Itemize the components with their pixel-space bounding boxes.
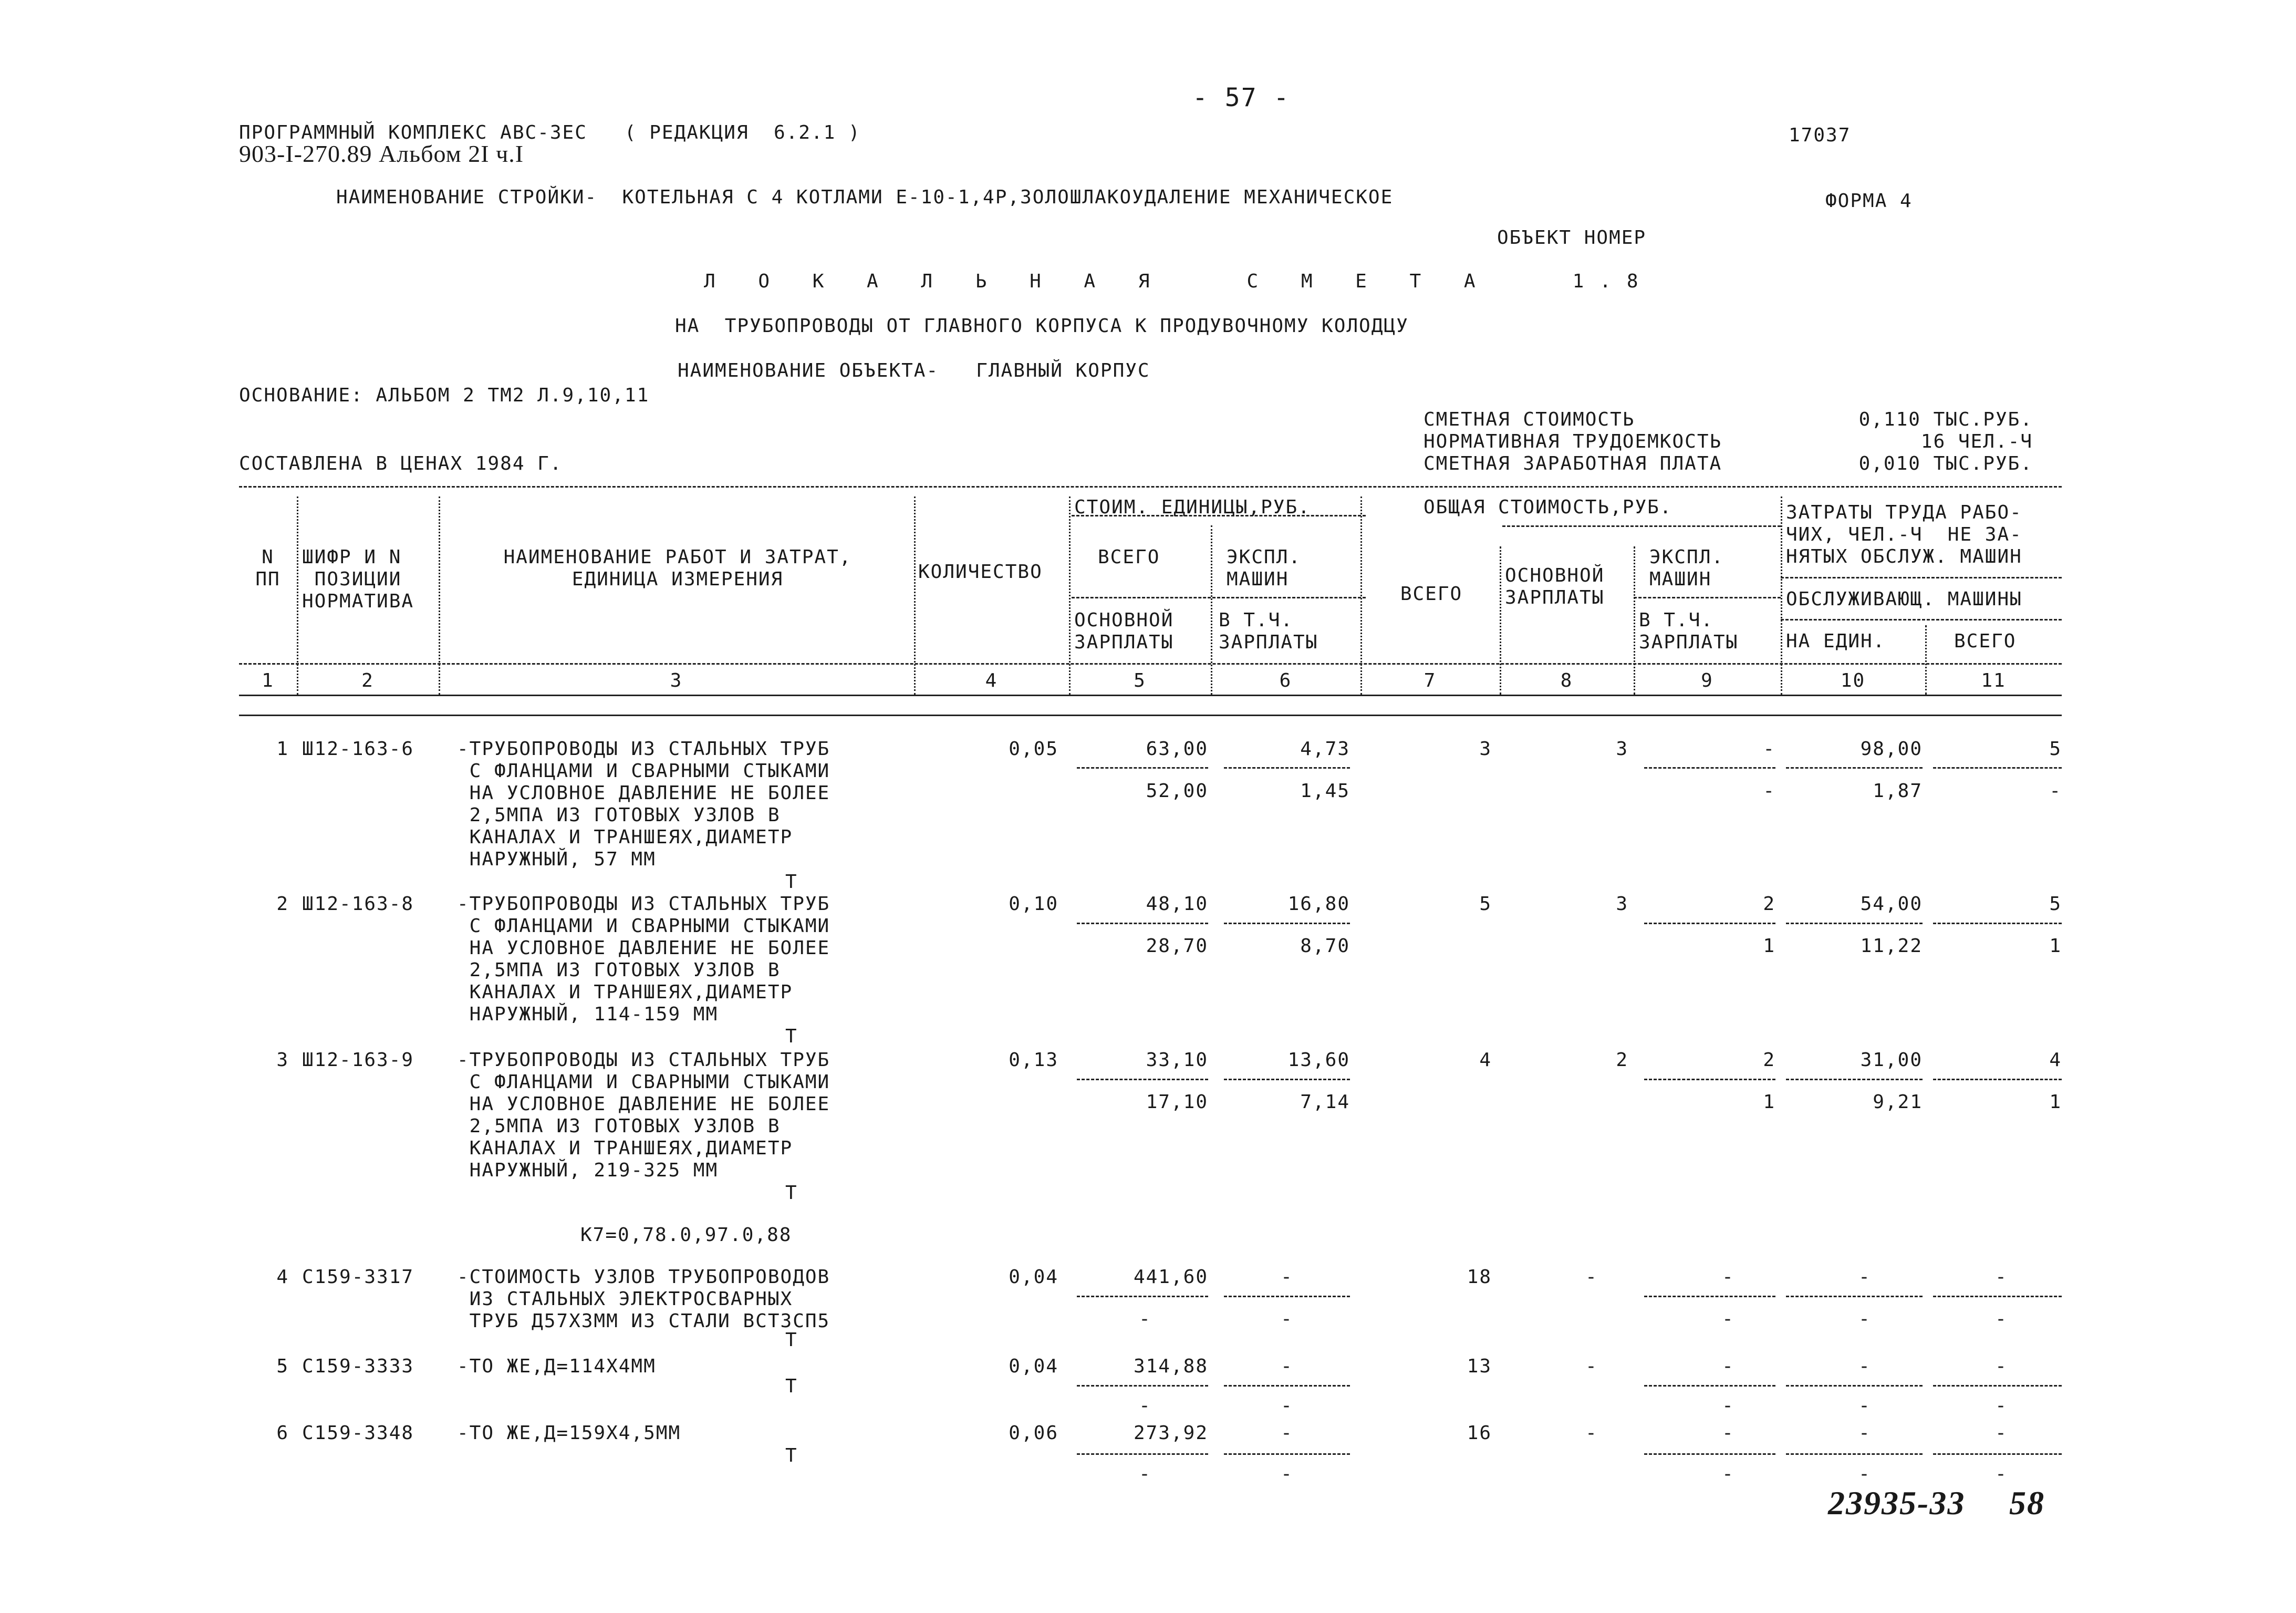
row-c9b: 1 bbox=[1763, 935, 1775, 957]
row-c11b: - bbox=[1995, 1395, 2008, 1416]
row-c6b: 7,14 bbox=[1300, 1091, 1350, 1113]
col-number: 9 bbox=[1701, 670, 1713, 691]
row-qty: 0,10 bbox=[1009, 893, 1058, 915]
unit-cost-sub-rule bbox=[1072, 597, 1366, 598]
object-name: НАИМЕНОВАНИЕ ОБЪЕКТА- ГЛАВНЫЙ КОРПУС bbox=[678, 360, 1150, 381]
row-c10: 54,00 bbox=[1860, 893, 1923, 915]
row-c8: 2 bbox=[1616, 1049, 1628, 1071]
header-code: ШИФР И N ПОЗИЦИИ НОРМАТИВА bbox=[302, 546, 414, 612]
row-qty: 0,04 bbox=[1009, 1356, 1058, 1377]
row-c9: - bbox=[1722, 1422, 1734, 1444]
row-description: -ТРУБОПРОВОДЫ ИЗ СТАЛЬНЫХ ТРУБ С ФЛАНЦАМИ И СВАРНЫМИ СТЫКАМИ НА УСЛОВНОЕ ДАВЛЕНИЕ НЕ БОЛЕЕ 2,5МПА ИЗ ГОТОВЫХ УЗЛОВ В КАНАЛАХ И ТРАНШЕЯХ,ДИАМЕТР НАРУЖНЫЙ, 219-325 ММ bbox=[457, 1049, 830, 1181]
header-unit-total: ВСЕГО bbox=[1098, 546, 1160, 568]
row-c10: - bbox=[1858, 1356, 1871, 1377]
col-number: 4 bbox=[985, 670, 998, 691]
row-c10: 98,00 bbox=[1860, 738, 1923, 760]
row-c5: 273,92 bbox=[1133, 1422, 1208, 1444]
row-code: Ш12-163-9 bbox=[302, 1049, 414, 1071]
row-c5b: - bbox=[1139, 1395, 1151, 1416]
estimate-title: Л О К А Л Ь Н А Я С М Е Т А 1.8 bbox=[704, 271, 1654, 292]
coefficient-note: К7=0,78.0,97.0,88 bbox=[580, 1224, 792, 1246]
header-total-all: ВСЕГО bbox=[1400, 583, 1463, 605]
row-c8: - bbox=[1585, 1422, 1598, 1444]
row-unit: Т bbox=[785, 1329, 798, 1351]
col-divider bbox=[439, 497, 440, 695]
row-c9: 2 bbox=[1763, 1049, 1775, 1071]
row-code: С159-3348 bbox=[302, 1422, 414, 1444]
row-n: 3 bbox=[276, 1049, 289, 1071]
summary-label-cost: СМЕТНАЯ СТОИМОСТЬ bbox=[1424, 409, 1635, 430]
summary-label-labor: НОРМАТИВНАЯ ТРУДОЕМКОСТЬ bbox=[1424, 431, 1722, 452]
row-c11: - bbox=[1995, 1266, 2008, 1288]
col-number: 2 bbox=[361, 670, 374, 691]
row-unit: Т bbox=[785, 1445, 798, 1466]
col-number: 3 bbox=[670, 670, 683, 691]
row-code: С159-3333 bbox=[302, 1356, 414, 1377]
footer-stamp-number: 23935-33 bbox=[1828, 1484, 1966, 1522]
col-number: 6 bbox=[1279, 670, 1292, 691]
header-total-incl: В Т.Ч. ЗАРПЛАТЫ bbox=[1639, 609, 1739, 653]
row-c8: - bbox=[1585, 1266, 1598, 1288]
row-code: Ш12-163-6 bbox=[302, 738, 414, 760]
header-unit-mach: ЭКСПЛ. МАШИН bbox=[1227, 546, 1302, 590]
row-c6: - bbox=[1281, 1266, 1293, 1288]
row-c9b: - bbox=[1763, 780, 1775, 802]
row-c11b: 1 bbox=[2049, 935, 2062, 957]
row-c11: 5 bbox=[2049, 893, 2062, 915]
row-c6: - bbox=[1281, 1356, 1293, 1377]
col-number: 7 bbox=[1424, 670, 1437, 691]
header-unit-wage: ОСНОВНОЙ ЗАРПЛАТЫ bbox=[1074, 609, 1174, 653]
col-divider bbox=[297, 497, 298, 695]
row-c11b: - bbox=[1995, 1463, 2008, 1485]
row-c10: - bbox=[1858, 1266, 1871, 1288]
row-c9b: 1 bbox=[1763, 1091, 1775, 1113]
row-c11: 4 bbox=[2049, 1049, 2062, 1071]
form-number: ФОРМА 4 bbox=[1825, 190, 1913, 212]
row-c11b: - bbox=[2049, 780, 2062, 802]
row-c6b: 1,45 bbox=[1300, 780, 1350, 802]
row-c6b: - bbox=[1281, 1395, 1293, 1416]
col-number: 1 bbox=[262, 670, 274, 691]
row-c10b: - bbox=[1858, 1308, 1871, 1330]
row-c6: 4,73 bbox=[1300, 738, 1350, 760]
header-labor-serv: ОБСЛУЖИВАЮЩ. МАШИНЫ bbox=[1786, 588, 2022, 610]
col-divider bbox=[1360, 497, 1362, 695]
row-qty: 0,04 bbox=[1009, 1266, 1058, 1288]
row-c5: 63,00 bbox=[1146, 738, 1208, 760]
construction-name: НАИМЕНОВАНИЕ СТРОЙКИ- КОТЕЛЬНАЯ С 4 КОТЛАМИ Е-10-1,4Р,ЗОЛОШЛАКОУДАЛЕНИЕ МЕХАНИЧЕСКОЕ bbox=[336, 187, 1394, 208]
row-c9: - bbox=[1722, 1266, 1734, 1288]
row-c9b: - bbox=[1722, 1463, 1734, 1485]
row-c5: 441,60 bbox=[1133, 1266, 1208, 1288]
row-qty: 0,06 bbox=[1009, 1422, 1058, 1444]
object-number: ОБЪЕКТ НОМЕР bbox=[1497, 227, 1647, 249]
row-c10: - bbox=[1858, 1422, 1871, 1444]
row-c10b: 11,22 bbox=[1860, 935, 1923, 957]
row-c10b: 1,87 bbox=[1873, 780, 1923, 802]
row-code: С159-3317 bbox=[302, 1266, 414, 1288]
row-c8: 3 bbox=[1616, 893, 1628, 915]
row-c5: 48,10 bbox=[1146, 893, 1208, 915]
row-n: 5 bbox=[276, 1356, 289, 1377]
row-unit: Т bbox=[785, 1182, 798, 1204]
doc-code: 17037 bbox=[1789, 125, 1851, 146]
row-c9: - bbox=[1722, 1356, 1734, 1377]
row-description: -СТОИМОСТЬ УЗЛОВ ТРУБОПРОВОДОВ ИЗ СТАЛЬНЫХ ЭЛЕКТРОСВАРНЫХ ТРУБ Д57Х3ММ ИЗ СТАЛИ ВСТ3СП5 bbox=[457, 1266, 830, 1332]
row-c6b: - bbox=[1281, 1308, 1293, 1330]
row-c5b: 28,70 bbox=[1146, 935, 1208, 957]
row-qty: 0,13 bbox=[1009, 1049, 1058, 1071]
row-unit: Т bbox=[785, 1026, 798, 1047]
row-n: 1 bbox=[276, 738, 289, 760]
total-cost-rule bbox=[1502, 525, 1781, 527]
row-c6: - bbox=[1281, 1422, 1293, 1444]
colnum-bottom-rule bbox=[239, 695, 2062, 696]
header-total-cost: ОБЩАЯ СТОИМОСТЬ,РУБ. bbox=[1424, 497, 1672, 518]
header-name: НАИМЕНОВАНИЕ РАБОТ И ЗАТРАТ, ЕДИНИЦА ИЗМЕРЕНИЯ bbox=[503, 546, 852, 590]
row-c11b: - bbox=[1995, 1308, 2008, 1330]
row-unit: Т bbox=[785, 1376, 798, 1397]
row-n: 6 bbox=[276, 1422, 289, 1444]
header-total-wage: ОСНОВНОЙ ЗАРПЛАТЫ bbox=[1505, 565, 1605, 608]
row-n: 2 bbox=[276, 893, 289, 915]
row-c11: - bbox=[1995, 1356, 2008, 1377]
header-qty: КОЛИЧЕСТВО bbox=[918, 561, 1043, 583]
row-c7: 16 bbox=[1467, 1422, 1492, 1444]
footer-page-number: 58 bbox=[2009, 1484, 2045, 1522]
header-unit-cost: СТОИМ. ЕДИНИЦЫ,РУБ. bbox=[1074, 497, 1311, 518]
row-code: Ш12-163-8 bbox=[302, 893, 414, 915]
summary-value-wage: 0,010 ТЫС.РУБ. bbox=[1858, 453, 2033, 474]
row-c10b: - bbox=[1858, 1463, 1871, 1485]
row-c5b: - bbox=[1139, 1463, 1151, 1485]
summary-value-cost: 0,110 ТЫС.РУБ. bbox=[1858, 409, 2033, 430]
header-unit-incl: В Т.Ч. ЗАРПЛАТЫ bbox=[1219, 609, 1318, 653]
table-top-rule bbox=[239, 486, 2062, 488]
estimate-subject: НА ТРУБОПРОВОДЫ ОТ ГЛАВНОГО КОРПУСА К ПРОДУВОЧНОМУ КОЛОДЦУ bbox=[675, 315, 1409, 337]
col-divider bbox=[1069, 497, 1071, 695]
row-c5: 314,88 bbox=[1133, 1356, 1208, 1377]
total-mach-rule bbox=[1634, 597, 1781, 598]
row-c9b: - bbox=[1722, 1308, 1734, 1330]
labor-rule-1 bbox=[1781, 577, 2062, 578]
row-c7: 5 bbox=[1479, 893, 1492, 915]
row-c9: - bbox=[1763, 738, 1775, 760]
row-c5b: 17,10 bbox=[1146, 1091, 1208, 1113]
row-description: -ТРУБОПРОВОДЫ ИЗ СТАЛЬНЫХ ТРУБ С ФЛАНЦАМИ И СВАРНЫМИ СТЫКАМИ НА УСЛОВНОЕ ДАВЛЕНИЕ НЕ БОЛЕЕ 2,5МПА ИЗ ГОТОВЫХ УЗЛОВ В КАНАЛАХ И ТРАНШЕЯХ,ДИАМЕТР НАРУЖНЫЙ, 114-159 ММ bbox=[457, 893, 830, 1025]
header-labor-unit: НА ЕДИН. bbox=[1786, 630, 1886, 652]
row-c6b: 8,70 bbox=[1300, 935, 1350, 957]
basis: ОСНОВАНИЕ: АЛЬБОМ 2 ТМ2 Л.9,10,11 bbox=[239, 385, 650, 406]
row-c7: 13 bbox=[1467, 1356, 1492, 1377]
row-c11: 5 bbox=[2049, 738, 2062, 760]
col-number: 10 bbox=[1840, 670, 1866, 691]
header-total-mach: ЭКСПЛ. МАШИН bbox=[1649, 546, 1724, 590]
row-c7: 3 bbox=[1479, 738, 1492, 760]
row-c5b: - bbox=[1139, 1308, 1151, 1330]
col-divider bbox=[1781, 497, 1782, 695]
row-c6b: - bbox=[1281, 1463, 1293, 1485]
header-labor: ЗАТРАТЫ ТРУДА РАБО- ЧИХ, ЧЕЛ.-Ч НЕ ЗА- НЯТЫХ ОБСЛУЖ. МАШИН bbox=[1786, 502, 2022, 567]
row-description: -ТРУБОПРОВОДЫ ИЗ СТАЛЬНЫХ ТРУБ С ФЛАНЦАМИ И СВАРНЫМИ СТЫКАМИ НА УСЛОВНОЕ ДАВЛЕНИЕ НЕ БОЛЕЕ 2,5МПА ИЗ ГОТОВЫХ УЗЛОВ В КАНАЛАХ И ТРАНШЕЯХ,ДИАМЕТР НАРУЖНЫЙ, 57 ММ bbox=[457, 738, 830, 870]
col-divider bbox=[1211, 525, 1212, 695]
row-c11: - bbox=[1995, 1422, 2008, 1444]
row-c8: - bbox=[1585, 1356, 1598, 1377]
row-c9b: - bbox=[1722, 1395, 1734, 1416]
row-c9: 2 bbox=[1763, 893, 1775, 915]
row-c7: 18 bbox=[1467, 1266, 1492, 1288]
col-number: 5 bbox=[1134, 670, 1146, 691]
col-number: 8 bbox=[1560, 670, 1573, 691]
row-description: -ТО ЖЕ,Д=159Х4,5ММ bbox=[457, 1422, 681, 1444]
row-qty: 0,05 bbox=[1009, 738, 1058, 760]
row-c6: 16,80 bbox=[1287, 893, 1350, 915]
page-number: - 57 - bbox=[1192, 83, 1290, 112]
row-c6: 13,60 bbox=[1287, 1049, 1350, 1071]
row-description: -ТО ЖЕ,Д=114Х4ММ bbox=[457, 1356, 656, 1377]
row-c5b: 52,00 bbox=[1146, 780, 1208, 802]
col-number: 11 bbox=[1981, 670, 2006, 691]
summary-label-wage: СМЕТНАЯ ЗАРАБОТНАЯ ПЛАТА bbox=[1424, 453, 1722, 474]
price-level: СОСТАВЛЕНА В ЦЕНАХ 1984 Г. bbox=[239, 453, 563, 474]
row-c11b: 1 bbox=[2049, 1091, 2062, 1113]
row-c8: 3 bbox=[1616, 738, 1628, 760]
summary-value-labor: 16 ЧЕЛ.-Ч bbox=[1920, 431, 2033, 452]
row-c5: 33,10 bbox=[1146, 1049, 1208, 1071]
row-c7: 4 bbox=[1479, 1049, 1492, 1071]
body-top-rule bbox=[239, 715, 2062, 716]
header-labor-total: ВСЕГО bbox=[1954, 630, 2017, 652]
row-unit: Т bbox=[785, 871, 798, 893]
header-n: N ПП bbox=[255, 546, 280, 590]
program-title: ПРОГРАММНЫЙ КОМПЛЕКС АВС-ЗЕС ( РЕДАКЦИЯ 6.2.1 ) bbox=[239, 122, 861, 143]
row-c10b: 9,21 bbox=[1873, 1091, 1923, 1113]
col-divider bbox=[914, 497, 916, 695]
album-reference: 903-I-270.89 Альбом 2I ч.I bbox=[239, 140, 524, 167]
labor-rule-2 bbox=[1781, 619, 2062, 621]
row-n: 4 bbox=[276, 1266, 289, 1288]
row-c10: 31,00 bbox=[1860, 1049, 1923, 1071]
header-bottom-rule bbox=[239, 663, 2062, 665]
row-c10b: - bbox=[1858, 1395, 1871, 1416]
